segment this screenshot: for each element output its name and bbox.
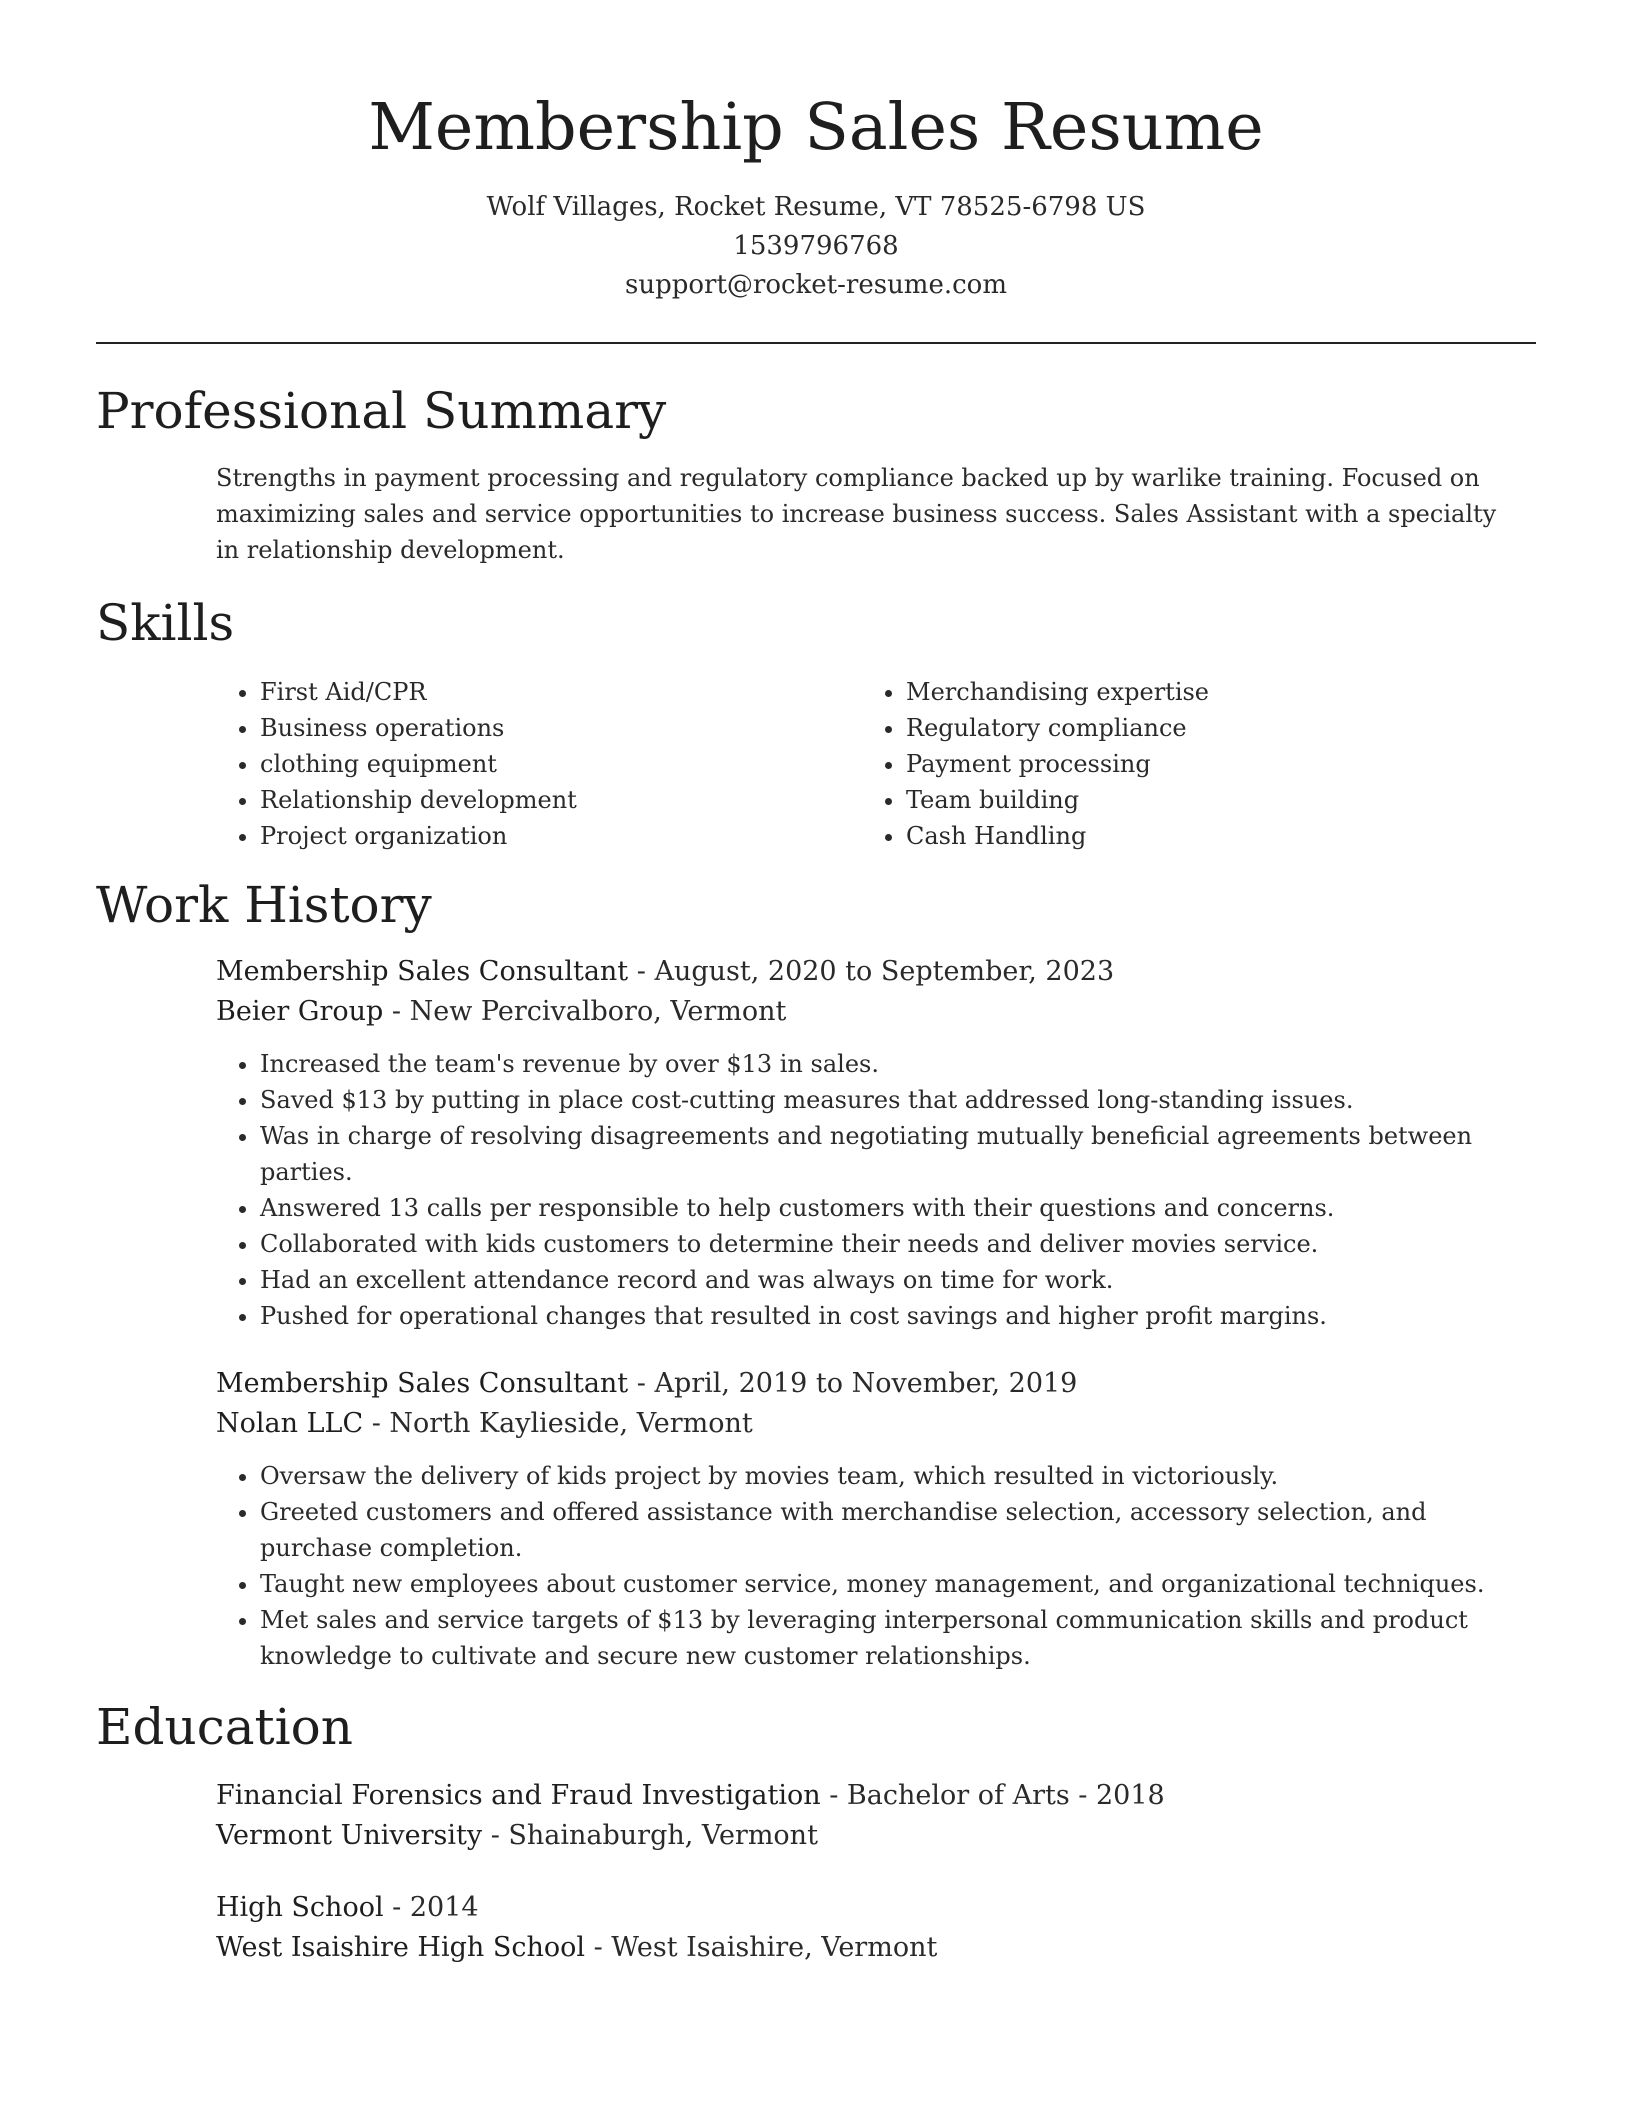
skill-item: • Relationship development [260,782,816,818]
education-location: - Shainaburgh, Vermont [482,1820,818,1851]
skill-item: • Business operations [260,710,816,746]
job-title-line [216,952,1516,992]
contact-phone: 1539796768 [733,231,899,261]
contact-address: Wolf Villages, Rocket Resume, VT 78525-6798 US [486,192,1146,222]
job-company-line [216,1404,1516,1444]
job-bullet: • Increased the team's revenue by over $13 in sales. [260,1046,1516,1082]
job-location: - North Kaylieside, Vermont [363,1408,753,1439]
summary-heading: Professional Summary [96,382,667,440]
job-bullet: • Taught new employees about customer service, money management, and organizational techniques. [260,1566,1516,1602]
job-bullet: • Greeted customers and offered assistance with merchandise selection, accessory selection, and purchase completion. [260,1494,1516,1566]
job-bullet: • Pushed for operational changes that resulted in cost savings and higher profit margins. [260,1298,1516,1334]
skills-heading: Skills [96,594,235,652]
work-history-heading: Work History [96,876,432,934]
job-bullet: • Oversaw the delivery of kids project by movies team, which resulted in victoriously. [260,1458,1516,1494]
education-school: Vermont University [216,1820,483,1851]
job-company: Nolan LLC [216,1408,364,1439]
contact-block [96,188,1536,305]
job-dates: - April, 2019 to November, 2019 [628,1368,1078,1399]
job-company: Beier Group [216,996,384,1027]
education-school: West Isaishire High School [216,1932,586,1963]
education-heading: Education [96,1698,353,1756]
resume-header [96,84,1536,305]
job-bullet: • Answered 13 calls per responsible to help customers with their questions and concerns. [260,1190,1516,1226]
job-bullet: • Had an excellent attendance record and was always on time for work. [260,1262,1516,1298]
education-detail: - Bachelor of Arts - 2018 [820,1780,1165,1811]
education-school-line [216,1928,1516,1968]
skills-column-left [216,674,816,854]
job-location: - New Percivalboro, Vermont [383,996,787,1027]
education-degree-line [216,1888,1516,1928]
education-school-line [216,1816,1516,1856]
skill-item: • Payment processing [906,746,1462,782]
contact-email: support@rocket-resume.com [624,270,1007,300]
education-detail: - 2014 [383,1892,479,1923]
job-title-line [216,1364,1516,1404]
education-degree: Financial Forensics and Fraud Investigation [216,1780,821,1811]
skill-item: • Project organization [260,818,816,854]
job-bullet: • Met sales and service targets of $13 by leveraging interpersonal communication skills and product knowledge to cultivate and secure new customer relationships. [260,1602,1516,1674]
header-divider [96,342,1536,344]
skill-item: • Merchandising expertise [906,674,1462,710]
education-degree-line [216,1776,1516,1816]
job-bullet: • Was in charge of resolving disagreements and negotiating mutually beneficial agreements between parties. [260,1118,1516,1190]
job-title: Membership Sales Consultant [216,1368,629,1399]
job-dates: - August, 2020 to September, 2023 [628,956,1115,987]
skill-item: • clothing equipment [260,746,816,782]
resume-title: Membership Sales Resume [368,90,1264,165]
job-title: Membership Sales Consultant [216,956,629,987]
education-location: - West Isaishire, Vermont [585,1932,938,1963]
job-bullet: • Collaborated with kids customers to determine their needs and deliver movies service. [260,1226,1516,1262]
skills-column-right [862,674,1462,854]
education-degree: High School [216,1892,384,1923]
job-bullets [216,1458,1516,1674]
summary-text: Strengths in payment processing and regulatory compliance backed up by warlike training. Focused on maximizing sales and service opportunities to increase business success. Sales Assistant with a specialty in relationship development. [216,464,1497,564]
skill-item: • Cash Handling [906,818,1462,854]
job-company-line [216,992,1516,1032]
job-bullet: • Saved $13 by putting in place cost-cutting measures that addressed long-standing issues. [260,1082,1516,1118]
skill-item: • First Aid/CPR [260,674,816,710]
job-bullets [216,1046,1516,1334]
skill-item: • Team building [906,782,1462,818]
skill-item: • Regulatory compliance [906,710,1462,746]
